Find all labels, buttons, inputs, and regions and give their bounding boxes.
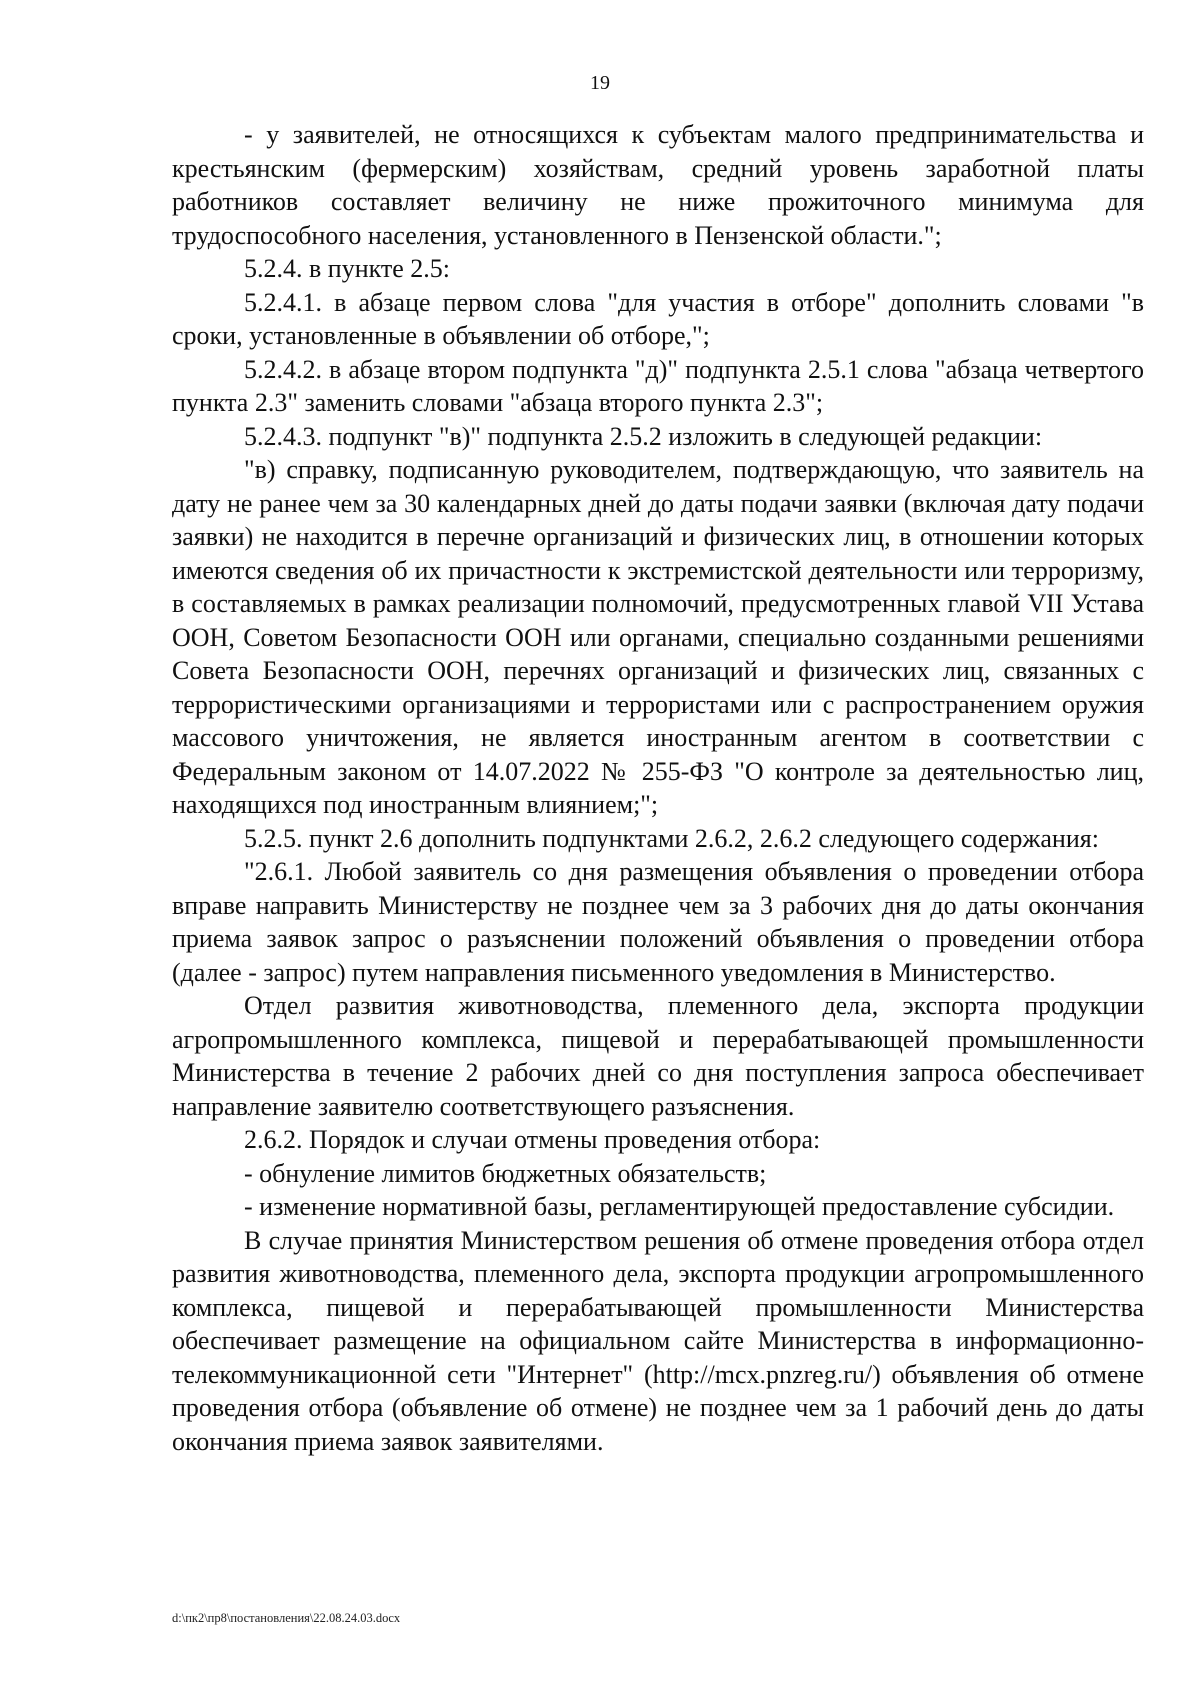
paragraph: - изменение нормативной базы, регламентирующей предоставление субсидии. [244,1192,1115,1221]
paragraph: "2.6.1. Любой заявитель со дня размещения объявления о проведении отбора вправе направить Министерству не позднее чем за 3 рабочих дня до даты окончания приема заявок запрос о разъяснении положений объявления о проведении отбора (далее - запрос) путем направления письменного уведомления в Министерство. [172,857,1144,987]
paragraph: 5.2.4.1. в абзаце первом слова "для участия в отборе" дополнить словами "в сроки, установленные в объявлении об отборе,"; [172,287,1144,350]
paragraph: - обнуление лимитов бюджетных обязательств; [244,1158,767,1188]
paragraph: 2.6.2. Порядок и случаи отмены проведения отбора: [244,1125,821,1154]
paragraph: - у заявителей, не относящихся к субъектам малого предпринимательства и крестьянским (фермерским) хозяйствам, средний уровень заработной платы работников составляет величину не ниже прожиточного минимума для трудоспособного населения, установленного в Пензенской области."; [172,120,1144,250]
page-number: 19 [590,72,610,94]
paragraph: В случае принятия Министерством решения об отмене проведения отбора отдел развития животноводства, племенного дела, экспорта продукции агропромышленного комплекса, пищевой и перерабатывающей промышленности Министерства обеспечивает размещение на официальном сайте Министерства в информационно-телекоммуникационной сети "Интернет" (http://mcx.pnzreg.ru/) объявления об отмене проведения отбора (объявление об отмене) не позднее чем за 1 рабочий день до даты окончания приема заявок заявителями. [172,1225,1144,1456]
paragraph: 5.2.5. пункт 2.6 дополнить подпунктами 2.6.2, 2.6.2 следующего содержания: [244,823,1099,853]
document-body [172,118,1144,1458]
paragraph: 5.2.4.3. подпункт "в)" подпункта 2.5.2 изложить в следующей редакции: [244,421,1043,451]
paragraph: Отдел развития животноводства, племенного дела, экспорта продукции агропромышленного комплекса, пищевой и перерабатывающей промышленности Министерства в течение 2 рабочих дней со дня поступления запроса обеспечивает направление заявителю соответствующего разъяснения. [172,991,1144,1121]
paragraph: "в) справку, подписанную руководителем, подтверждающую, что заявитель на дату не ранее чем за 30 календарных дней до даты подачи заявки (включая дату подачи заявки) не находится в перечне организаций и физических лиц, в отношении которых имеются сведения об их причастности к экстремистской деятельности или терроризму, в составляемых в рамках реализации полномочий, предусмотренных главой VII Устава ООН, Советом Безопасности ООН или органами, специально созданными решениями Совета Безопасности ООН, перечнях организаций и физических лиц, связанных с террористическими организациями и террористами или с распространением оружия массового уничтожения, не является иностранным агентом в соответствии с Федеральным законом от 14.07.2022 № 255-ФЗ "О контроле за деятельностью лиц, находящихся под иностранным влиянием;"; [172,455,1144,819]
paragraph: 5.2.4. в пункте 2.5: [244,254,451,283]
file-path-footer: d:\пк2\пр8\постановления\22.08.24.03.docx [172,1611,401,1625]
paragraph: 5.2.4.2. в абзаце втором подпункта "д)" подпункта 2.5.1 слова "абзаца четвертого пункта 2.3" заменить словами "абзаца второго пункта 2.3"; [172,354,1144,417]
